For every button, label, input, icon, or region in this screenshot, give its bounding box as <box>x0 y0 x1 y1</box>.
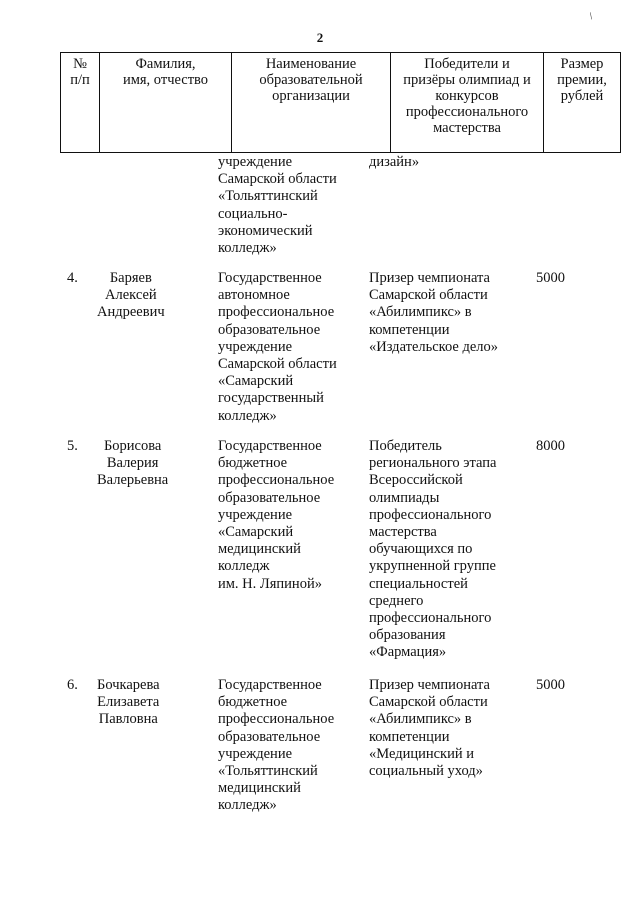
text-line: образовательное <box>218 321 321 338</box>
text-line: Государственное <box>218 270 322 286</box>
text-line: Призер чемпионата <box>369 270 490 286</box>
text-line: Андреевич <box>97 304 165 321</box>
header-amount <box>544 53 621 153</box>
text-line: образовательное <box>218 489 321 506</box>
text-line: Призер чемпионата <box>369 677 490 693</box>
header-winners <box>391 53 544 153</box>
text-line: социально- <box>218 205 288 222</box>
winners-cell <box>369 677 490 780</box>
winners-cell <box>369 154 419 171</box>
text-line: учреждение <box>218 745 293 762</box>
text-line: «Самарский <box>218 524 294 541</box>
text-line: Баряев <box>109 270 152 286</box>
text-line: обучающихся по <box>369 541 473 558</box>
text-line: регионального этапа <box>369 455 497 472</box>
table-header <box>60 52 621 153</box>
text-line: колледж» <box>218 407 277 424</box>
text-line: Самарской области <box>369 694 488 711</box>
text-line: специальностей <box>369 575 468 592</box>
fio-cell <box>97 677 160 729</box>
text-line: профессиональное <box>218 711 335 728</box>
text-line: профессионального <box>405 104 529 120</box>
text-line: призёры олимпиад и <box>403 72 531 88</box>
text-line: среднего <box>369 592 424 609</box>
org-cell <box>218 438 334 593</box>
text-line: бюджетное <box>218 455 288 472</box>
text-line: «Тольяттинский <box>218 763 318 780</box>
text-line: учреждение <box>218 338 293 355</box>
text-line: «Тольяттинский <box>218 188 318 205</box>
text-line: медицинский <box>218 541 301 558</box>
winners-cell <box>369 270 498 356</box>
text-line: мастерства <box>369 524 437 541</box>
text-line: колледж» <box>218 240 277 257</box>
row-number: 4. <box>67 270 78 286</box>
text-line: Павловна <box>98 711 158 728</box>
text-line: Самарской области <box>369 287 488 304</box>
text-line: Государственное <box>218 677 322 693</box>
text-line: укрупненной группе <box>369 558 496 575</box>
text-line: мастерства <box>433 120 501 136</box>
text-line: колледж» <box>218 797 277 814</box>
amount-cell: 5000 <box>536 270 565 286</box>
text-line: экономический <box>218 222 313 239</box>
text-line: профессионального <box>369 610 492 627</box>
text-line: образования <box>369 627 446 644</box>
text-line: Фамилия, <box>135 56 196 72</box>
text-line: Государственное <box>218 438 322 454</box>
text-line: Борисова <box>103 438 162 454</box>
text-line: профессиональное <box>218 304 335 321</box>
text-line: образовательной <box>259 72 363 88</box>
amount-cell: 8000 <box>536 438 565 454</box>
text-line: Валерьевна <box>97 472 169 489</box>
page-number: 2 <box>316 30 324 45</box>
text-line: им. Н. Ляпиной» <box>218 575 322 592</box>
fio-cell <box>97 438 168 490</box>
text-line: «Абилимпикс» в <box>369 711 472 728</box>
text-line: государственный <box>218 390 324 407</box>
text-line: конкурсов <box>435 88 499 104</box>
text-line: Бочкарева <box>97 677 160 693</box>
text-line: № <box>73 56 87 72</box>
text-line: Размер <box>560 56 604 72</box>
text-line: профессиональное <box>218 472 335 489</box>
text-line: имя, отчество <box>122 72 209 88</box>
text-line: Наименование <box>265 56 357 72</box>
org-cell <box>218 270 337 425</box>
text-line: «Фармация» <box>369 644 447 661</box>
text-line: автономное <box>218 287 290 304</box>
header-org <box>232 53 391 153</box>
text-line: Самарской области <box>218 356 337 373</box>
text-line: олимпиады <box>369 489 440 506</box>
winners-cell <box>369 438 496 662</box>
org-cell <box>218 154 337 257</box>
text-line: медицинский <box>218 780 301 797</box>
text-line: Елизавета <box>97 694 160 711</box>
text-line: компетенции <box>369 321 450 338</box>
text-line: учреждение <box>218 154 293 170</box>
scan-mark: / <box>587 11 596 22</box>
text-line: премии, <box>557 72 607 88</box>
text-line: Всероссийской <box>369 472 463 489</box>
org-cell <box>218 677 334 815</box>
text-line: колледж <box>218 558 270 575</box>
header-fio <box>100 53 232 153</box>
row-number: 5. <box>67 438 78 454</box>
text-line: организации <box>272 88 350 104</box>
text-line: профессионального <box>369 506 492 523</box>
text-line: образовательное <box>218 728 321 745</box>
text-line: «Самарский <box>218 373 294 390</box>
text-line: бюджетное <box>218 694 288 711</box>
text-line: рублей <box>560 88 604 104</box>
text-line: учреждение <box>218 506 293 523</box>
text-line: дизайн» <box>369 154 420 170</box>
header-num <box>61 53 100 153</box>
text-line: компетенции <box>369 728 450 745</box>
text-line: Победители и <box>424 56 510 72</box>
fio-cell <box>97 270 165 322</box>
amount-cell: 5000 <box>536 677 565 693</box>
text-line: «Издательское дело» <box>369 338 499 355</box>
text-line: «Абилимпикс» в <box>369 304 472 321</box>
text-line: «Медицинский и <box>369 745 474 762</box>
text-line: социальный уход» <box>369 763 483 780</box>
text-line: Алексей <box>105 287 157 304</box>
text-line: Самарской области <box>218 171 337 188</box>
row-number: 6. <box>67 677 78 693</box>
text-line: п/п <box>70 72 90 88</box>
text-line: Победитель <box>369 438 442 454</box>
text-line: Валерия <box>106 455 159 472</box>
